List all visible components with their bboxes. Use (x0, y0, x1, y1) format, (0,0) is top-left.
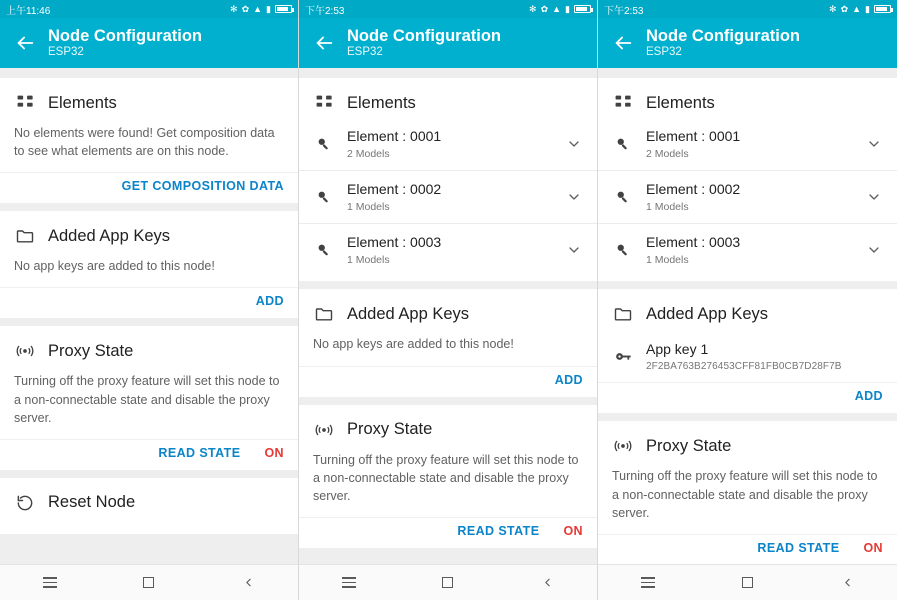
page-subtitle: ESP32 (48, 45, 84, 58)
add-app-key-button[interactable]: ADD (255, 294, 284, 309)
signal-icon: ▮ (565, 3, 570, 14)
back-icon[interactable] (525, 568, 569, 598)
elements-icon (313, 92, 335, 114)
home-icon[interactable] (725, 568, 769, 598)
app-keys-card (0, 211, 298, 318)
app-keys-card (299, 289, 597, 396)
element-icon (612, 133, 634, 155)
status-clock: 上午11:46 (6, 5, 51, 17)
battery-icon (275, 5, 292, 13)
element-models: 1 Models (347, 254, 390, 267)
bluetooth-icon: ✻ (230, 3, 238, 14)
page-subtitle: ESP32 (347, 45, 383, 58)
reset-icon (14, 492, 36, 514)
element-name: Element : 0003 (347, 234, 442, 251)
app-keys-title: Added App Keys (48, 226, 171, 245)
status-icons (529, 4, 591, 15)
page-title: Node Configuration (48, 26, 202, 45)
back-icon[interactable] (226, 568, 270, 598)
app-keys-title: Added App Keys (646, 304, 769, 323)
reset-node-title: Reset Node (48, 493, 136, 512)
back-icon[interactable] (825, 568, 869, 598)
proxy-state-card (598, 421, 897, 564)
scroll-body[interactable] (299, 68, 597, 564)
element-models: 1 Models (347, 201, 390, 214)
element-models: 2 Models (646, 148, 689, 160)
wifi-icon: ▲ (253, 4, 263, 14)
list-item[interactable] (598, 171, 897, 223)
scroll-body[interactable] (598, 68, 897, 564)
app-bar (598, 18, 897, 68)
element-models: 2 Models (347, 148, 390, 160)
elements-card (598, 78, 897, 281)
element-icon (313, 239, 335, 261)
status-icons (230, 4, 292, 15)
read-state-button[interactable]: READ STATE (457, 523, 540, 538)
element-name: Element : 0003 (646, 234, 741, 251)
proxy-state-title: Proxy State (48, 341, 134, 360)
element-icon (612, 239, 634, 261)
app-keys-card (598, 289, 897, 413)
chevron-down-icon[interactable] (563, 133, 585, 155)
list-item[interactable] (598, 224, 897, 281)
element-models: 1 Models (646, 254, 689, 267)
proxy-icon (313, 419, 335, 441)
signal-icon: ▮ (865, 3, 870, 14)
elements-card (0, 78, 298, 203)
app-bar (299, 18, 597, 68)
home-icon[interactable] (426, 568, 470, 598)
page-subtitle: ESP32 (646, 45, 682, 58)
battery-icon (574, 5, 591, 13)
app-keys-title: Added App Keys (347, 304, 470, 323)
home-icon[interactable] (127, 568, 171, 598)
back-arrow-icon[interactable] (307, 26, 341, 60)
list-item[interactable] (299, 171, 597, 223)
elements-card (299, 78, 597, 281)
app-key-value: 2F2BA763B276453CFF81FB0CB7D28F7B (646, 361, 842, 373)
recents-icon[interactable] (28, 568, 72, 598)
chevron-down-icon[interactable] (563, 186, 585, 208)
proxy-state-description: Turning off the proxy feature will set this node to a non-connectable state and disable the proxy server. (612, 469, 878, 520)
app-keys-description: No app keys are added to this node! (14, 259, 215, 274)
add-app-key-button[interactable]: ADD (854, 389, 883, 404)
proxy-state-title: Proxy State (347, 420, 433, 438)
battery-icon (874, 5, 891, 13)
folder-icon (612, 303, 634, 325)
chevron-down-icon[interactable] (563, 239, 585, 261)
add-app-key-button[interactable]: ADD (554, 372, 583, 387)
system-nav-bar (299, 564, 597, 600)
wifi-icon: ▲ (552, 4, 562, 14)
bluetooth-icon: ✻ (529, 3, 537, 14)
proxy-state-toggle[interactable]: ON (563, 523, 583, 538)
status-bar (0, 0, 298, 18)
reset-node-card[interactable] (0, 478, 298, 534)
phone-screen-2 (299, 0, 598, 600)
elements-icon (14, 92, 36, 114)
proxy-state-description: Turning off the proxy feature will set this node to a non-connectable state and disable the proxy server. (14, 374, 280, 425)
phone-screen-1 (0, 0, 299, 600)
proxy-icon (14, 340, 36, 362)
status-clock: 下午2:53 (305, 5, 345, 17)
proxy-state-card (0, 326, 298, 469)
app-keys-description: No app keys are added to this node! (313, 337, 514, 352)
bluetooth-icon: ✻ (829, 3, 837, 14)
chevron-down-icon[interactable] (863, 133, 885, 155)
folder-icon (14, 225, 36, 247)
app-bar (0, 18, 298, 68)
system-nav-bar (0, 564, 298, 600)
status-clock: 下午2:53 (604, 5, 644, 17)
elements-title: Elements (48, 93, 117, 112)
proxy-state-title: Proxy State (646, 436, 732, 455)
element-icon (313, 186, 335, 208)
gear-icon: ✿ (540, 3, 549, 14)
back-arrow-icon[interactable] (606, 26, 640, 60)
read-state-button[interactable]: READ STATE (757, 540, 840, 555)
list-item[interactable] (598, 331, 897, 382)
elements-icon (612, 92, 634, 114)
signal-icon: ▮ (266, 3, 271, 14)
proxy-state-description: Turning off the proxy feature will set this node to a non-connectable state and disable the proxy server. (313, 452, 579, 503)
proxy-state-card (299, 405, 597, 548)
system-nav-bar (598, 564, 897, 600)
elements-description: No elements were found! Get composition data to see what elements are on this node. (14, 126, 275, 159)
element-icon (313, 133, 335, 155)
folder-icon (313, 303, 335, 325)
status-icons (829, 4, 891, 15)
app-key-name: App key 1 (646, 341, 709, 358)
elements-title: Elements (347, 93, 416, 112)
element-name: Element : 0001 (347, 128, 442, 144)
element-name: Element : 0002 (646, 181, 741, 198)
element-name: Element : 0002 (347, 181, 442, 198)
chevron-down-icon[interactable] (863, 186, 885, 208)
proxy-state-toggle[interactable]: ON (264, 445, 284, 460)
status-bar (598, 0, 897, 18)
chevron-down-icon[interactable] (863, 239, 885, 261)
element-name: Element : 0001 (646, 128, 741, 144)
page-title: Node Configuration (646, 26, 800, 45)
get-composition-data-button[interactable]: GET COMPOSITION DATA (121, 179, 284, 194)
key-icon (612, 346, 634, 368)
element-models: 1 Models (646, 201, 689, 214)
gear-icon: ✿ (241, 3, 250, 14)
list-item[interactable] (598, 118, 897, 170)
list-item[interactable] (299, 224, 597, 281)
back-arrow-icon[interactable] (8, 26, 42, 60)
recents-icon[interactable] (327, 568, 371, 598)
page-title: Node Configuration (347, 26, 501, 45)
elements-title: Elements (646, 93, 715, 112)
proxy-icon (612, 435, 634, 457)
list-item[interactable] (299, 118, 597, 170)
phone-screen-3 (598, 0, 897, 600)
status-bar (299, 0, 597, 18)
proxy-state-toggle[interactable]: ON (863, 540, 883, 555)
wifi-icon: ▲ (852, 4, 862, 14)
read-state-button[interactable]: READ STATE (158, 445, 241, 460)
recents-icon[interactable] (626, 568, 670, 598)
gear-icon: ✿ (840, 3, 849, 14)
element-icon (612, 186, 634, 208)
scroll-body[interactable] (0, 68, 298, 564)
